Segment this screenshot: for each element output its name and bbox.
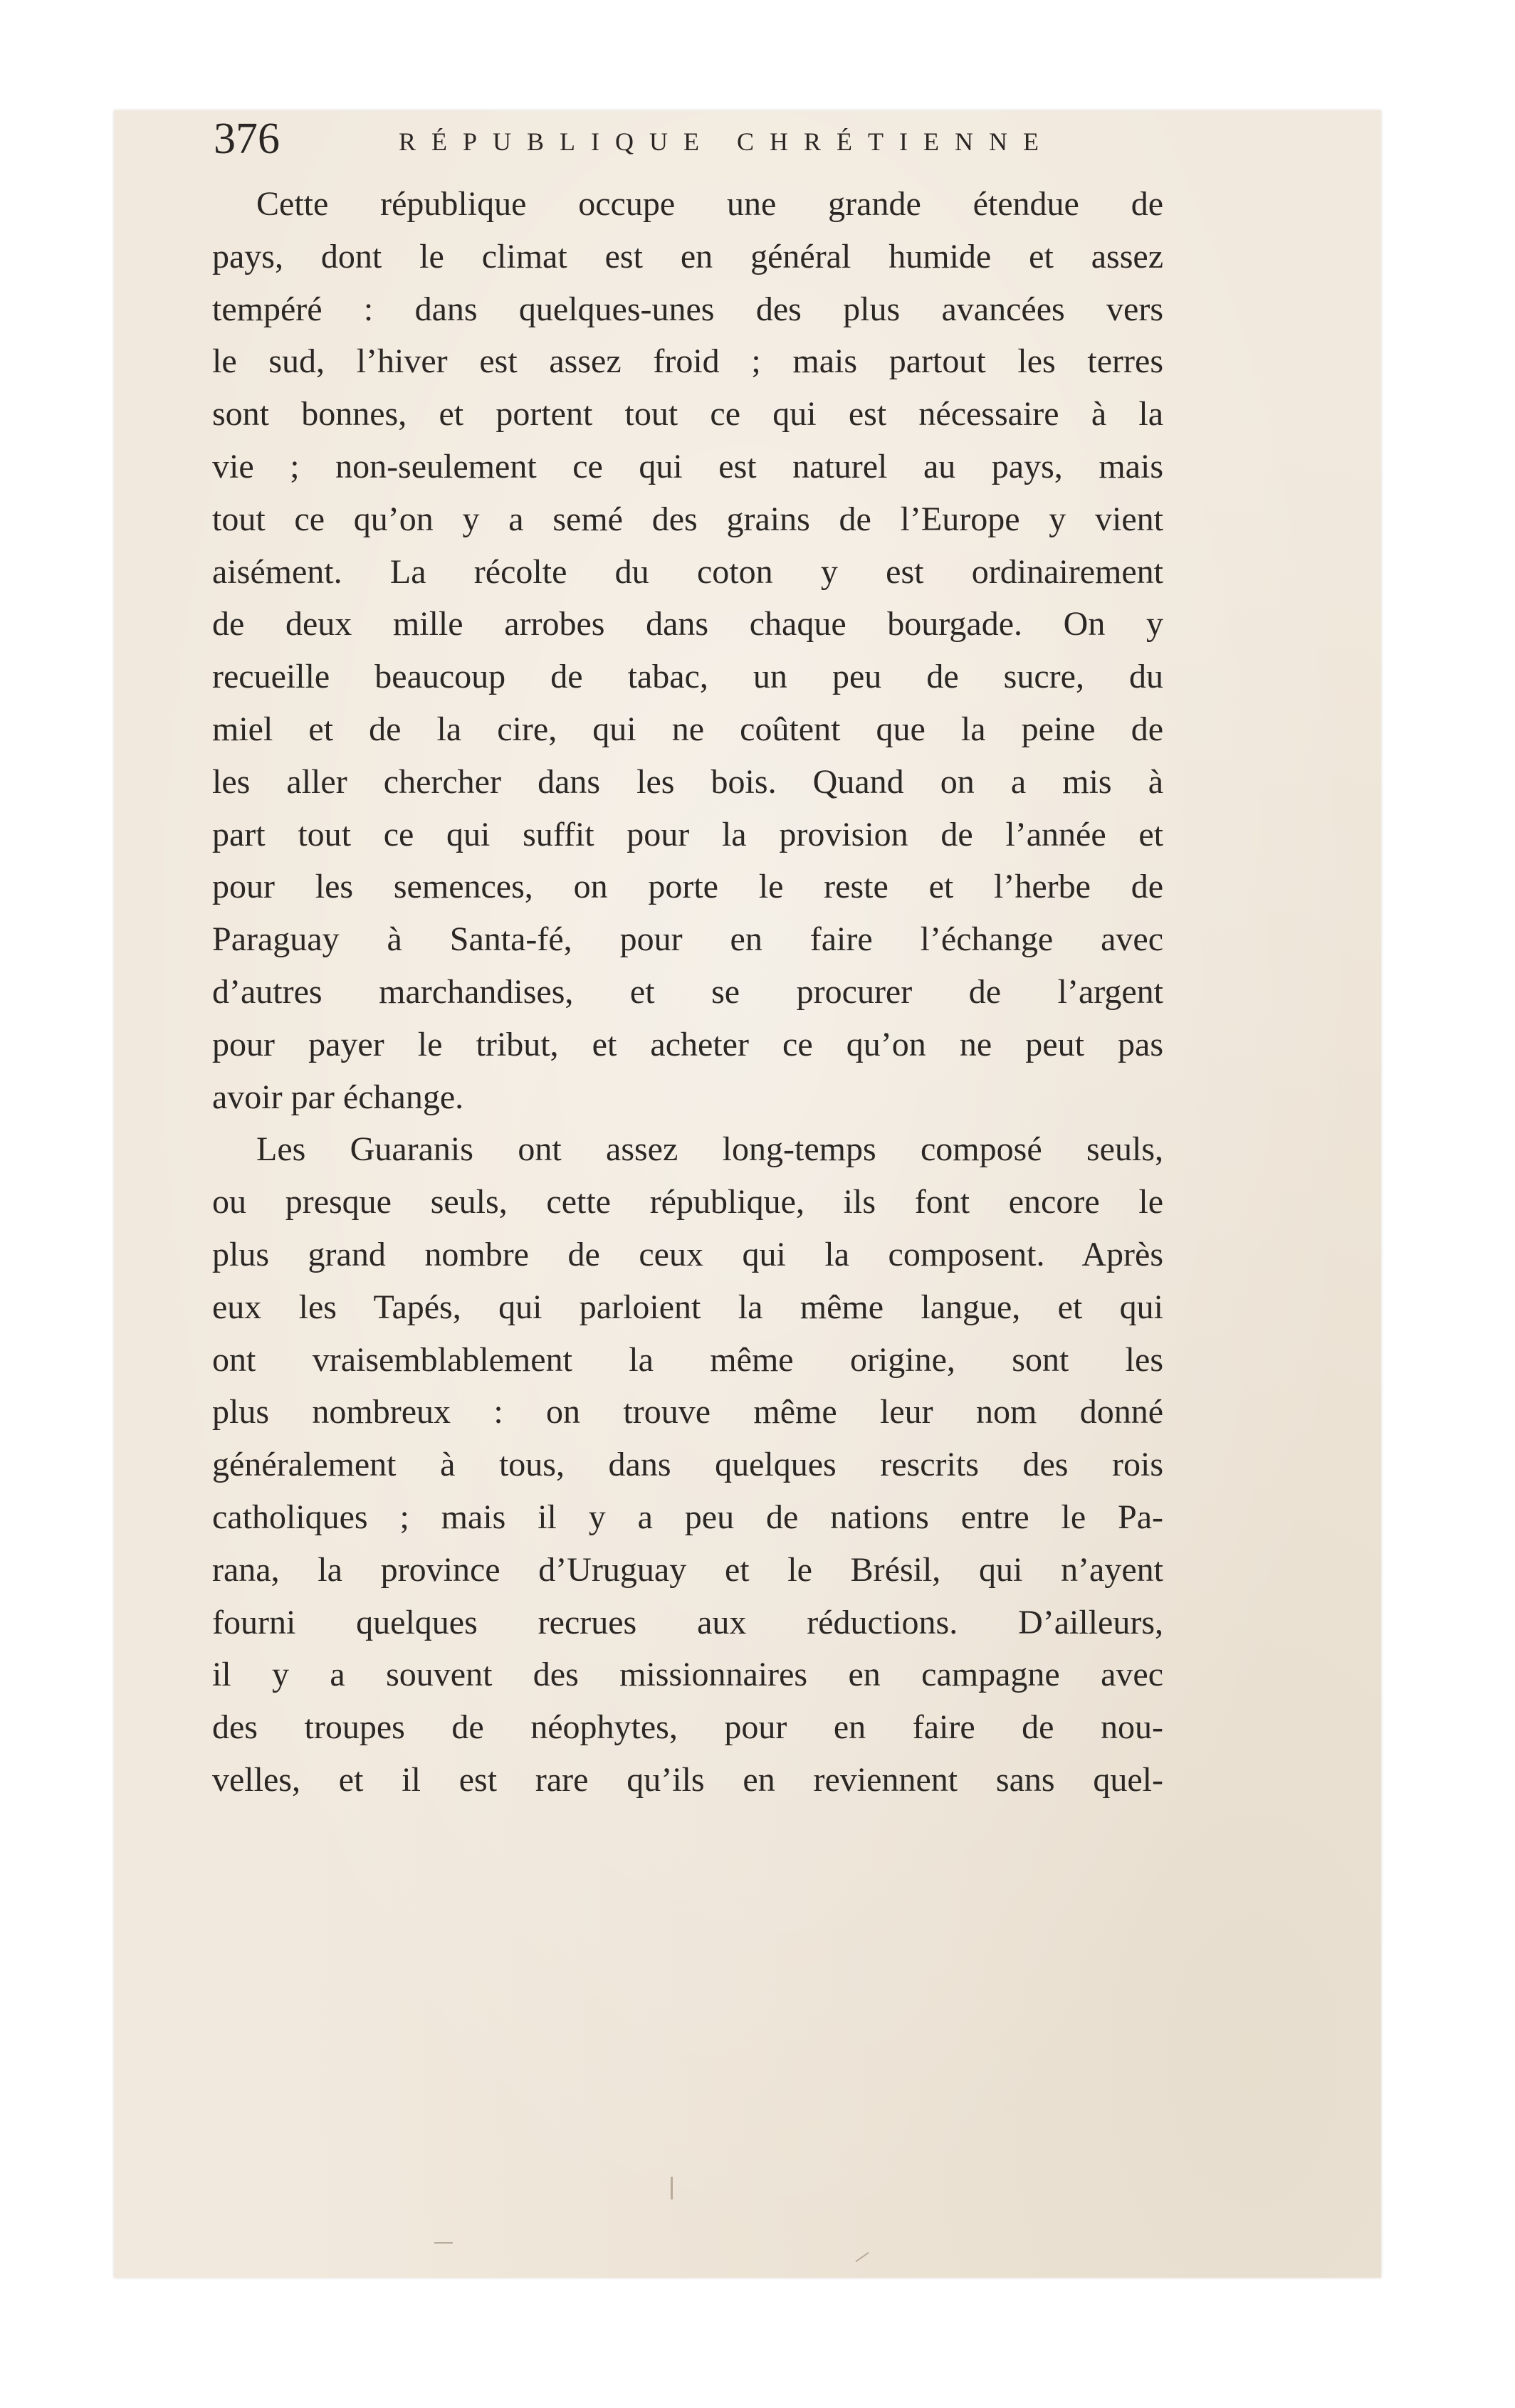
text-line: Paraguay à Santa-fé, pour en faire l’échange avec: [212, 920, 1163, 959]
text-line: velles, et il est rare qu’ils en reviennent sans quel-: [212, 1760, 1163, 1799]
text-line: plus nombreux : on trouve même leur nom donné: [212, 1393, 1163, 1431]
text-line: eux les Tapés, qui parloient la même langue, et qui: [212, 1288, 1163, 1326]
page-number: 376: [214, 115, 280, 163]
text-line: vie ; non-seulement ce qui est naturel au pays, mais: [212, 447, 1163, 485]
text-line: catholiques ; mais il y a peu de nations entre le Pa-: [212, 1498, 1163, 1536]
text-line: sont bonnes, et portent tout ce qui est nécessaire à la: [212, 395, 1163, 433]
text-line: recueille beaucoup de tabac, un peu de sucre, du: [212, 658, 1163, 696]
text-line: tempéré : dans quelques-unes des plus avancées vers: [212, 290, 1163, 328]
text-line: miel et de la cire, qui ne coûtent que la peine de: [212, 710, 1163, 748]
text-line: généralement à tous, dans quelques rescrits des rois: [212, 1446, 1163, 1484]
text-line: fourni quelques recrues aux réductions. D’ailleurs,: [212, 1603, 1163, 1641]
text-line: pour les semences, on porte le reste et l’herbe de: [212, 868, 1163, 906]
text-line: aisément. La récolte du coton y est ordinairement: [212, 552, 1163, 591]
text-line: plus grand nombre de ceux qui la composent. Après: [212, 1235, 1163, 1273]
text-line: Les Guaranis ont assez long-temps composé seuls,: [256, 1130, 1163, 1169]
text-line: avoir par échange.: [212, 1078, 464, 1116]
text-line: rana, la province d’Uruguay et le Brésil, qui n’ayent: [212, 1550, 1163, 1589]
text-line: des troupes de néophytes, pour en faire de nou-: [212, 1708, 1163, 1747]
text-line: il y a souvent des missionnaires en campagne avec: [212, 1656, 1163, 1694]
running-head-title: RÉPUBLIQUE CHRÉTIENNE: [399, 127, 1054, 156]
text-line: part tout ce qui suffit pour la provision de l’année et: [212, 815, 1163, 853]
text-line: Cette république occupe une grande étendue de: [256, 185, 1163, 223]
running-head: [214, 107, 1160, 171]
text-line: pour payer le tribut, et acheter ce qu’on ne peut pas: [212, 1025, 1163, 1063]
scan-speck: [671, 2177, 673, 2199]
text-line: le sud, l’hiver est assez froid ; mais partout les terres: [212, 342, 1163, 381]
text-line: les aller chercher dans les bois. Quand on a mis à: [212, 762, 1163, 801]
text-line: ou presque seuls, cette république, ils font encore le: [212, 1183, 1163, 1221]
scan-speck: [434, 2242, 453, 2244]
text-line: pays, dont le climat est en général humide et assez: [212, 237, 1163, 275]
text-line: de deux mille arrobes dans chaque bourgade. On y: [212, 605, 1163, 643]
body-text: [212, 178, 1163, 1807]
paragraph-2: [212, 1123, 1163, 1806]
text-line: tout ce qu’on y a semé des grains de l’Europe y vient: [212, 500, 1163, 538]
text-line: d’autres marchandises, et se procurer de l’argent: [212, 972, 1163, 1011]
text-line: ont vraisemblablement la même origine, sont les: [212, 1340, 1163, 1379]
paragraph-1: [212, 178, 1163, 1123]
